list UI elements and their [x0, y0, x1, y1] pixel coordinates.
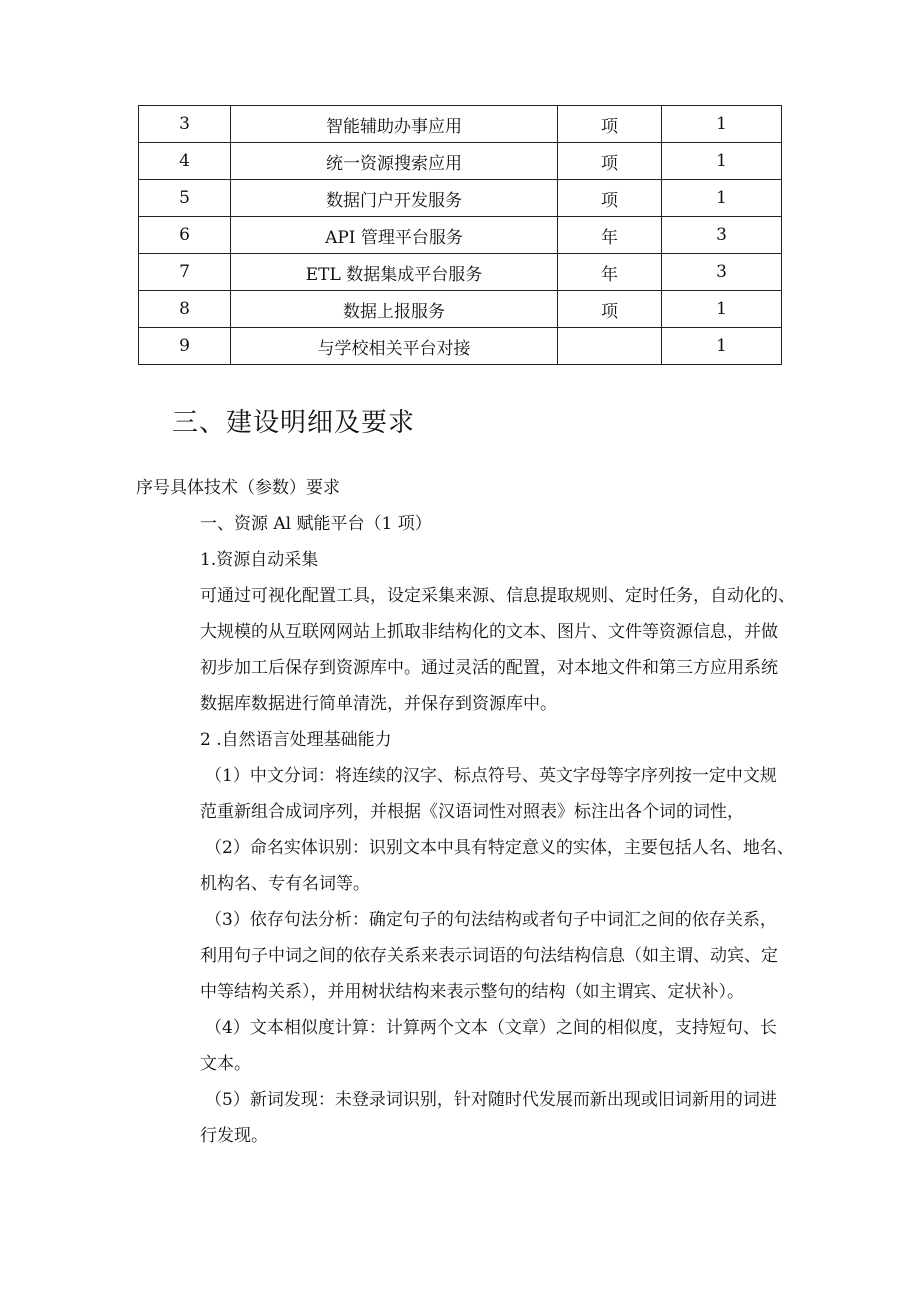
- table-row: [139, 254, 782, 291]
- item2-line: （5）新词发现：未登录词识别，针对随时代发展而新出现或旧词新用的词进: [205, 1090, 777, 1110]
- items-table: [138, 105, 782, 365]
- row-name: 数据上报服务: [231, 291, 558, 328]
- item1-line: 可通过可视化配置工具，设定采集来源、信息提取规则、定时任务，自动化的、: [200, 586, 795, 606]
- row-unit: 项: [558, 291, 662, 328]
- platform-heading: 一、资源 Al 赋能平台（1 项）: [200, 514, 432, 534]
- item2-line: （1）中文分词：将连续的汉字、标点符号、英文字母等字序列按一定中文规: [205, 766, 777, 786]
- row-unit: 年: [558, 254, 662, 291]
- row-name: 数据门户开发服务: [231, 180, 558, 217]
- row-name: API 管理平台服务: [231, 217, 558, 254]
- row-unit: 项: [558, 143, 662, 180]
- item1-line: 数据库数据进行简单清洗，并保存到资源库中。: [200, 694, 557, 714]
- row-name: ETL 数据集成平台服务: [231, 254, 558, 291]
- row-unit: 项: [558, 106, 662, 143]
- item1-line: 大规模的从互联网网站上抓取非结构化的文本、图片、文件等资源信息，并做: [200, 622, 778, 642]
- row-unit: 项: [558, 180, 662, 217]
- item2-line: 利用句子中词之间的依存关系来表示词语的句法结构信息（如主谓、动宾、定: [200, 946, 778, 966]
- item2-line: 范重新组合成词序列，并根据《汉语词性对照表》标注出各个词的词性，: [200, 802, 744, 822]
- table-row: [139, 291, 782, 328]
- row-name: 智能辅助办事应用: [231, 106, 558, 143]
- item2-line: 机构名、专有名词等。: [200, 874, 370, 894]
- row-quantity: 1: [662, 328, 782, 365]
- table-row: [139, 180, 782, 217]
- row-number: 4: [139, 143, 231, 180]
- row-number: 6: [139, 217, 231, 254]
- item2-line: （2）命名实体识别：识别文本中具有特定意义的实体，主要包括人名、地名、: [205, 838, 794, 858]
- item1-heading: 1.资源自动采集: [200, 550, 319, 570]
- table-row: [139, 106, 782, 143]
- row-number: 8: [139, 291, 231, 328]
- requirements-subtitle: 序号具体技术（参数）要求: [136, 478, 340, 498]
- row-number: 9: [139, 328, 231, 365]
- row-quantity: 3: [662, 217, 782, 254]
- item2-line: （4）文本相似度计算：计算两个文本（文章）之间的相似度，支持短句、长: [205, 1018, 777, 1038]
- row-unit: 年: [558, 217, 662, 254]
- item2-line: 行发现。: [200, 1126, 268, 1146]
- row-name: 与学校相关平台对接: [231, 328, 558, 365]
- row-number: 7: [139, 254, 231, 291]
- table-row: [139, 217, 782, 254]
- row-quantity: 1: [662, 291, 782, 328]
- item2-line: 中等结构关系），并用树状结构来表示整句的结构（如主谓宾、定状补）。: [200, 982, 744, 1002]
- row-quantity: 3: [662, 254, 782, 291]
- row-unit: [558, 328, 662, 365]
- section-title: 三、建设明细及要求: [172, 408, 416, 438]
- table-row: [139, 328, 782, 365]
- item2-line: 文本。: [200, 1054, 251, 1074]
- item2-line: （3）依存句法分析：确定句子的句法结构或者句子中词汇之间的依存关系，: [205, 910, 777, 930]
- item1-line: 初步加工后保存到资源库中。通过灵活的配置，对本地文件和第三方应用系统: [200, 658, 778, 678]
- row-name: 统一资源搜索应用: [231, 143, 558, 180]
- row-quantity: 1: [662, 180, 782, 217]
- row-quantity: 1: [662, 143, 782, 180]
- table-row: [139, 143, 782, 180]
- row-number: 5: [139, 180, 231, 217]
- row-quantity: 1: [662, 106, 782, 143]
- row-number: 3: [139, 106, 231, 143]
- item2-heading: 2 .自然语言处理基础能力: [200, 730, 392, 750]
